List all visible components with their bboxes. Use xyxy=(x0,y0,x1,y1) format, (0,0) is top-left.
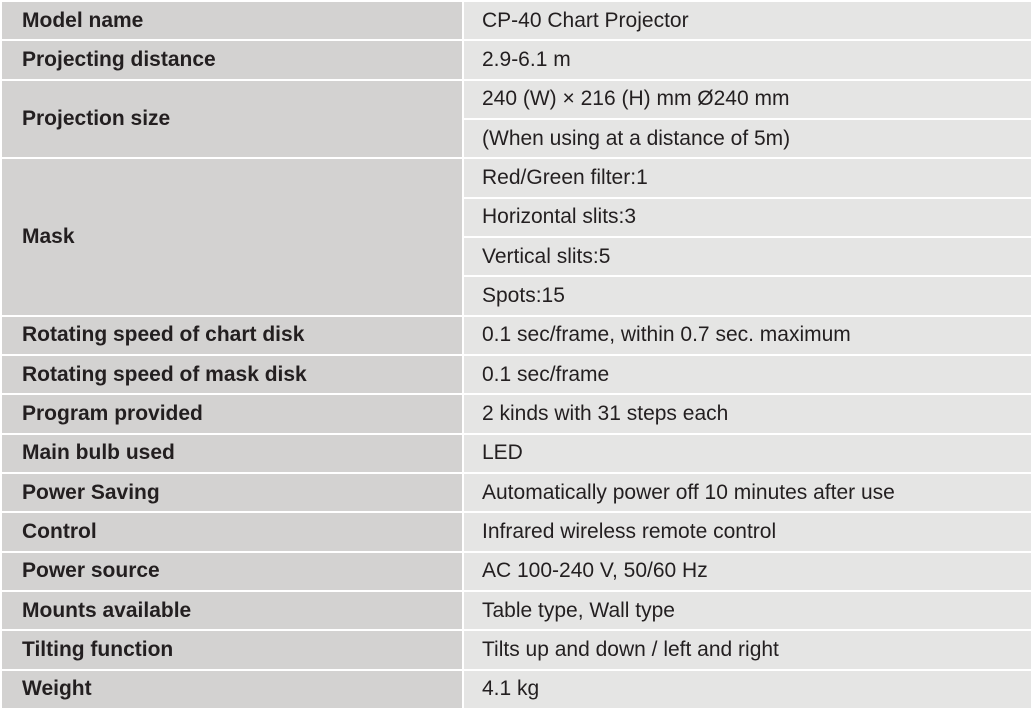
spec-label: Tilting function xyxy=(1,630,463,669)
spec-label: Rotating speed of mask disk xyxy=(1,355,463,394)
spec-value: LED xyxy=(463,434,1031,473)
spec-label: Projecting distance xyxy=(1,40,463,79)
spec-row-projection-size xyxy=(1,80,1031,119)
spec-row-mask-disk-speed xyxy=(1,355,1031,394)
spec-label: Main bulb used xyxy=(1,434,463,473)
spec-row-mask xyxy=(1,158,1031,197)
spec-value: Infrared wireless remote control xyxy=(463,512,1031,551)
spec-value: Table type, Wall type xyxy=(463,591,1031,630)
spec-value: 2.9-6.1 m xyxy=(463,40,1031,79)
spec-row-power-saving xyxy=(1,473,1031,512)
spec-value: 240 (W) × 216 (H) mm Ø240 mm xyxy=(463,80,1031,119)
spec-label: Power source xyxy=(1,552,463,591)
spec-label: Program provided xyxy=(1,394,463,433)
spec-value: Spots:15 xyxy=(463,276,1031,315)
spec-value: CP-40 Chart Projector xyxy=(463,1,1031,40)
spec-row-program-provided xyxy=(1,394,1031,433)
spec-row-chart-disk-speed xyxy=(1,316,1031,355)
spec-label: Control xyxy=(1,512,463,551)
spec-value: 0.1 sec/frame xyxy=(463,355,1031,394)
spec-row-model-name xyxy=(1,1,1031,40)
spec-row-power-source xyxy=(1,552,1031,591)
spec-value: 2 kinds with 31 steps each xyxy=(463,394,1031,433)
spec-value: Automatically power off 10 minutes after use xyxy=(463,473,1031,512)
spec-label: Rotating speed of chart disk xyxy=(1,316,463,355)
spec-value: 0.1 sec/frame, within 0.7 sec. maximum xyxy=(463,316,1031,355)
spec-value: Tilts up and down / left and right xyxy=(463,630,1031,669)
spec-value: 4.1 kg xyxy=(463,670,1031,709)
spec-value: Vertical slits:5 xyxy=(463,237,1031,276)
spec-label: Mask xyxy=(1,158,463,315)
spec-value: AC 100-240 V, 50/60 Hz xyxy=(463,552,1031,591)
spec-label: Model name xyxy=(1,1,463,40)
spec-value: Horizontal slits:3 xyxy=(463,198,1031,237)
spec-row-tilting xyxy=(1,630,1031,669)
spec-label: Mounts available xyxy=(1,591,463,630)
spec-label: Weight xyxy=(1,670,463,709)
spec-value: Red/Green filter:1 xyxy=(463,158,1031,197)
spec-label: Projection size xyxy=(1,80,463,159)
spec-value: (When using at a distance of 5m) xyxy=(463,119,1031,158)
spec-row-projecting-distance xyxy=(1,40,1031,79)
spec-label: Power Saving xyxy=(1,473,463,512)
spec-row-control xyxy=(1,512,1031,551)
spec-row-main-bulb xyxy=(1,434,1031,473)
spec-row-weight xyxy=(1,670,1031,709)
spec-row-mounts xyxy=(1,591,1031,630)
